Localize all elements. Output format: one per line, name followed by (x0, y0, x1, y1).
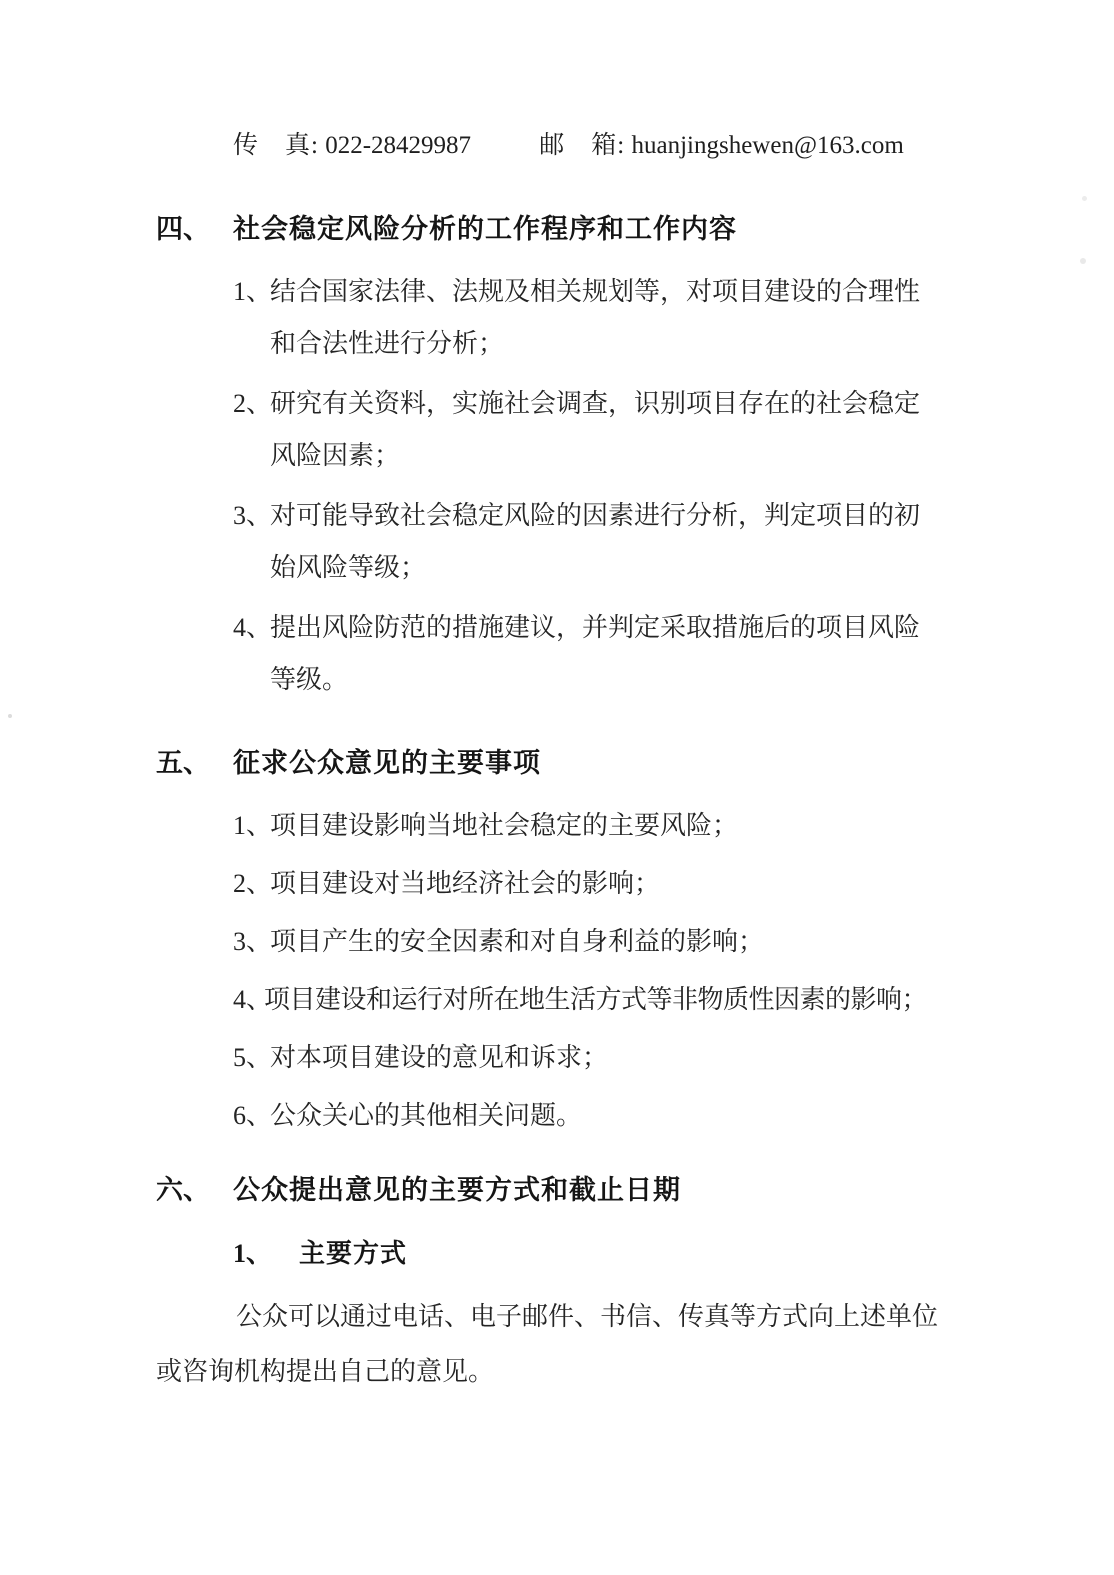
list-item (233, 602, 1054, 706)
section-work-procedure (156, 208, 1054, 706)
item-line (233, 602, 1054, 654)
body-paragraph (156, 1289, 1054, 1399)
fax-value: 022-28429987 (325, 132, 472, 159)
item-text: 结合国家法律、法规及相关规划等，对项目建设的合理性 (270, 277, 921, 306)
subsection-title: 主要方式 (299, 1239, 408, 1268)
subsection-number: 1、 (233, 1239, 273, 1268)
item-number: 4、 (233, 613, 273, 642)
item-text: 对本项目建设的意见和诉求； (270, 1043, 609, 1072)
list-item (233, 1090, 1054, 1142)
section-number: 六、 (156, 1175, 210, 1205)
contact-line (233, 128, 1054, 164)
item-number: 6、 (233, 1101, 273, 1130)
list-item (233, 490, 1054, 594)
section-heading (156, 742, 1054, 784)
numbered-list (233, 266, 1054, 706)
email-value: huanjingshewen@163.com (631, 132, 904, 159)
item-text: 项目建设影响当地社会稳定的主要风险； (270, 811, 739, 840)
section-title: 社会稳定风险分析的工作程序和工作内容 (233, 214, 737, 244)
list-item (233, 1032, 1054, 1084)
list-item (233, 974, 1054, 1026)
item-number: 3、 (233, 501, 273, 530)
item-number: 4、 (233, 985, 273, 1014)
scan-artifact-dot (1080, 258, 1086, 264)
paragraph-line: 或咨询机构提出自己的意见。 (156, 1357, 495, 1386)
item-line (233, 266, 1054, 318)
email-label: 邮 箱: (539, 132, 626, 159)
section-title: 公众提出意见的主要方式和截止日期 (233, 1175, 681, 1205)
item-line (233, 858, 1054, 910)
item-number: 3、 (233, 927, 273, 956)
list-item (233, 858, 1054, 910)
item-text: 项目建设和运行对所在地生活方式等非物质性因素的影响； (264, 985, 928, 1014)
list-item (233, 378, 1054, 482)
section-heading (156, 208, 1054, 250)
item-line (233, 378, 1054, 430)
item-text: 公众关心的其他相关问题。 (270, 1101, 583, 1130)
item-number: 5、 (233, 1043, 273, 1072)
item-line: 等级。 (270, 665, 349, 694)
item-number: 1、 (233, 277, 273, 306)
item-line (233, 974, 1054, 1026)
item-text: 提出风险防范的措施建议，并判定采取措施后的项目风险 (270, 613, 921, 642)
scan-artifact-dot (8, 714, 12, 718)
item-line (233, 800, 1054, 852)
section-opinion-methods-deadline (156, 1169, 1054, 1399)
item-number: 1、 (233, 811, 273, 840)
section-title: 征求公众意见的主要事项 (233, 748, 541, 778)
item-text: 对可能导致社会稳定风险的因素进行分析，判定项目的初 (270, 501, 921, 530)
item-line: 风险因素； (270, 441, 401, 470)
item-text: 项目产生的安全因素和对自身利益的影响； (270, 927, 765, 956)
list-item (233, 266, 1054, 370)
list-item (233, 916, 1054, 968)
item-line (233, 490, 1054, 542)
list-item (233, 800, 1054, 852)
paragraph-line: 公众可以通过电话、电子邮件、书信、传真等方式向上述单位 (236, 1302, 939, 1331)
subsection-heading (233, 1233, 1054, 1275)
item-line (233, 1032, 1054, 1084)
section-number: 五、 (156, 748, 210, 778)
item-line (233, 916, 1054, 968)
item-number: 2、 (233, 869, 273, 898)
item-line: 始风险等级； (270, 553, 427, 582)
item-text: 研究有关资料，实施社会调查，识别项目存在的社会稳定 (270, 389, 921, 418)
item-number: 2、 (233, 389, 273, 418)
section-number: 四、 (156, 214, 210, 244)
section-public-opinion-matters (156, 742, 1054, 1142)
numbered-list (233, 800, 1054, 1142)
fax-label: 传 真: (233, 132, 319, 159)
scan-artifact-dot (1082, 196, 1087, 201)
item-line: 和合法性进行分析； (270, 329, 505, 358)
item-line (233, 1090, 1054, 1142)
section-heading (156, 1169, 1054, 1211)
item-text: 项目建设对当地经济社会的影响； (270, 869, 661, 898)
